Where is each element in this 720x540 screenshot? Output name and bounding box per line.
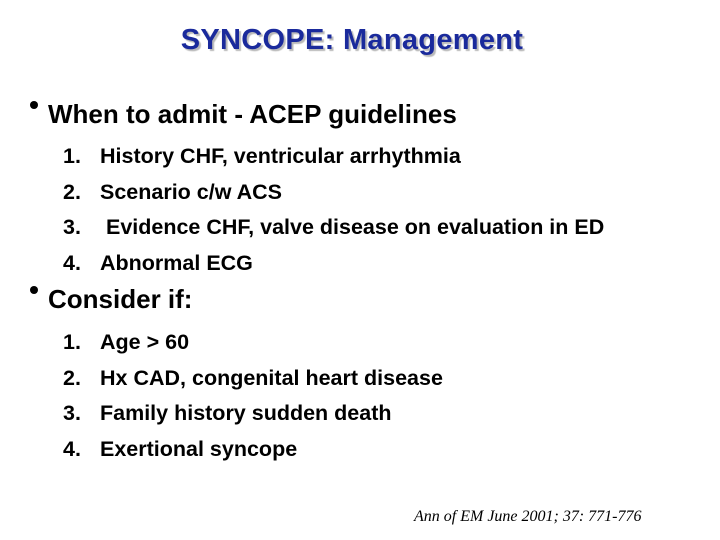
- item-number: 1.: [63, 330, 81, 354]
- list-item: [63, 246, 604, 282]
- admit-criteria-list: [63, 139, 604, 282]
- bullet-icon: [30, 101, 38, 109]
- bullet-icon: [30, 286, 38, 294]
- list-item: [63, 361, 443, 397]
- item-number: 4.: [63, 437, 81, 462]
- item-text: Evidence CHF, valve disease on evaluation in ED: [100, 215, 605, 240]
- item-number: 3.: [63, 215, 81, 240]
- item-text: Abnormal ECG: [100, 251, 253, 276]
- slide-title: SYNCOPE: Management: [180, 24, 524, 56]
- list-item: [63, 396, 443, 432]
- item-text: Age > 60: [100, 330, 190, 354]
- citation: Ann of EM June 2001; 37: 771-776: [414, 508, 642, 525]
- section-heading-consider: [30, 284, 192, 315]
- item-number: 1.: [63, 144, 81, 168]
- list-item: [63, 325, 443, 361]
- item-text: History CHF, ventricular arrhythmia: [100, 144, 461, 168]
- section-heading-text: When to admit - ACEP guidelines: [48, 99, 457, 129]
- list-item: [63, 432, 443, 468]
- item-number: 2.: [63, 365, 81, 390]
- list-item: [63, 139, 604, 175]
- item-number: 2.: [63, 179, 81, 204]
- item-number: 3.: [63, 401, 81, 426]
- consider-criteria-list: [63, 325, 443, 468]
- list-item: [63, 210, 604, 246]
- item-number: 4.: [63, 251, 81, 276]
- section-heading-text: Consider if:: [48, 284, 193, 314]
- item-text: Scenario c/w ACS: [100, 179, 283, 204]
- item-text: Hx CAD, congenital heart disease: [100, 365, 443, 390]
- list-item: [63, 175, 604, 211]
- item-text: Family history sudden death: [100, 401, 392, 426]
- item-text: Exertional syncope: [100, 437, 298, 462]
- section-heading-admit: [30, 99, 457, 130]
